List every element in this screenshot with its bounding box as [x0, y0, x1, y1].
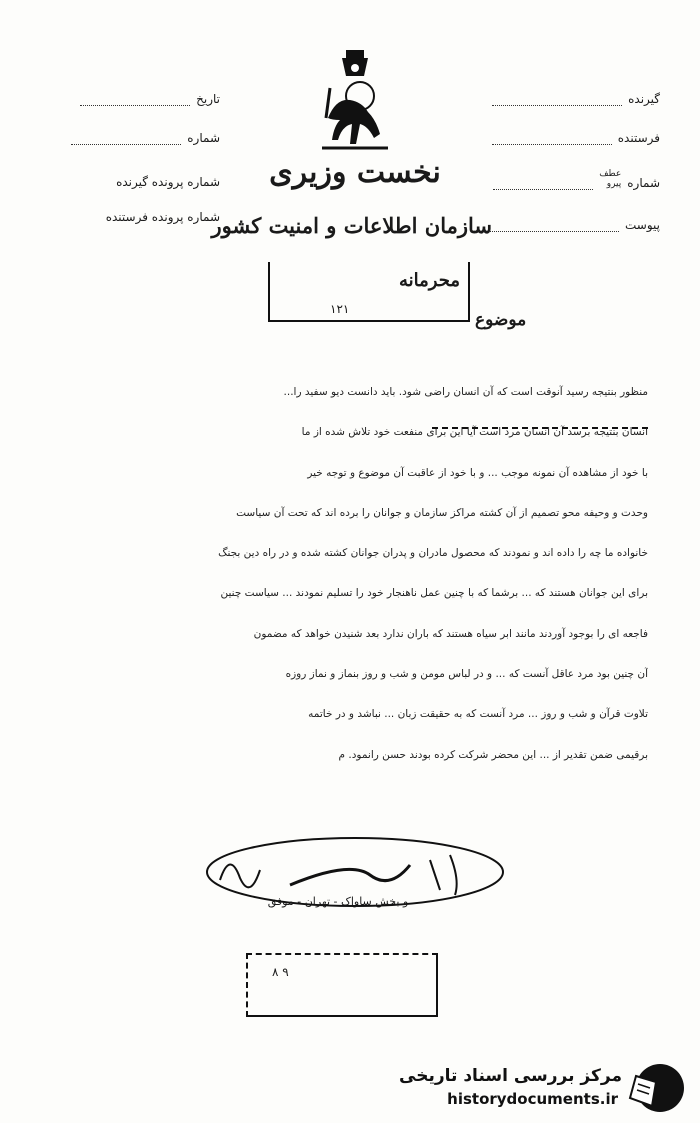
- redaction-line: [432, 427, 648, 435]
- ministry-title: نخست وزیری: [269, 155, 441, 190]
- sender-dots: [492, 136, 612, 145]
- receiver-file-number-field: [40, 175, 220, 189]
- attachment-field: [470, 218, 660, 232]
- number-field-right: [470, 170, 660, 190]
- number-sub-bottom: پیرو: [606, 178, 622, 189]
- date-dots: [80, 97, 190, 106]
- history-documents-logo-icon: [622, 1062, 688, 1114]
- bottom-stamp-text: ۸ ۹: [272, 965, 289, 979]
- date-label: تاریخ: [196, 92, 220, 106]
- number-sub-top: عطف: [599, 169, 622, 179]
- number-label-left: شماره: [187, 131, 220, 145]
- body-line: انسان بنتیجه برسد آن انسان مرد است آیا این برای منفعت خود تلاش شده از ما: [301, 426, 648, 439]
- body-line: خانواده ما چه را داده اند و نمودند که محصول مادران و پدران جوانان کشته شده و در راه دین بجنگ: [218, 547, 648, 560]
- body-line: تلاوت قرآن و شب و روز ... مرد آنست که به حقیقت زبان ... نباشد و در خاتمه: [308, 708, 648, 721]
- body-line: منظور بنتیجه رسید آنوقت است که آن انسان راضی شود. باید دانست دیو سفید را...: [283, 386, 648, 398]
- receiver-dots: [492, 97, 622, 106]
- lion-and-sun-emblem-icon: [316, 48, 394, 158]
- number-dots-left: [71, 136, 181, 145]
- body-line: برقیمی ضمن تقدیر از ... این محضر شرکت کرده بودند حسن رانمود. م: [338, 748, 648, 761]
- receiver-file-number-label: شماره پرونده گیرنده: [116, 175, 220, 189]
- footer-url-link[interactable]: historydocuments.ir: [447, 1090, 618, 1108]
- sender-field: [470, 131, 660, 145]
- date-field: [40, 92, 220, 106]
- body-line: با خود از مشاهده آن نمونه موجب ... و با خود از عاقبت آن موضوع و توجه خیر: [307, 466, 648, 479]
- number-dots-right: [493, 181, 593, 190]
- subject-label: موضوع: [475, 310, 527, 330]
- body-line: فاجعه ای را بوجود آوردند مانند ابر سیاه هستند که باران ندارد بعد شنیدن خواهد که مضمون: [253, 627, 648, 640]
- number-field-left: [40, 131, 220, 145]
- receiver-field: [470, 92, 660, 106]
- sender-file-number-label: شماره پرونده فرستنده: [105, 210, 220, 224]
- sender-label: فرستنده: [617, 131, 660, 145]
- number-label-right: شماره: [627, 175, 660, 190]
- sender-file-number-field: [40, 210, 220, 224]
- signature-caption: و بخش ساواک - تهران - موفق: [267, 895, 409, 908]
- body-line: وحدت و وحیفه محو تصمیم از آن کشته مراکز سازمان و جوانان را برده اند که تحت آن سیاست: [236, 506, 648, 519]
- number-sub-labels: [599, 170, 621, 190]
- attachment-label: پیوست: [625, 218, 660, 232]
- body-line: برای این جوانان هستند که ... برشما که با چنین عمل ناهنجار خود را تسلیم نمودند ... سیاست چنین: [220, 587, 648, 600]
- bottom-stamp-box: [246, 953, 438, 1017]
- reference-stamp-text: محرمانه: [399, 270, 460, 291]
- attachment-dots: [489, 223, 619, 232]
- organization-name: سازمان اطلاعات و امنیت کشور: [211, 213, 492, 238]
- reference-stamp-number: ۱۲۱: [330, 302, 350, 316]
- footer-center-name: مرکز بررسی اسناد تاریخی: [399, 1066, 622, 1086]
- receiver-label: گیرنده: [628, 92, 660, 106]
- body-line: آن چنین بود مرد عاقل آنست که ... و در لباس مومن و شب و روز بنماز و نماز روزه: [285, 668, 648, 681]
